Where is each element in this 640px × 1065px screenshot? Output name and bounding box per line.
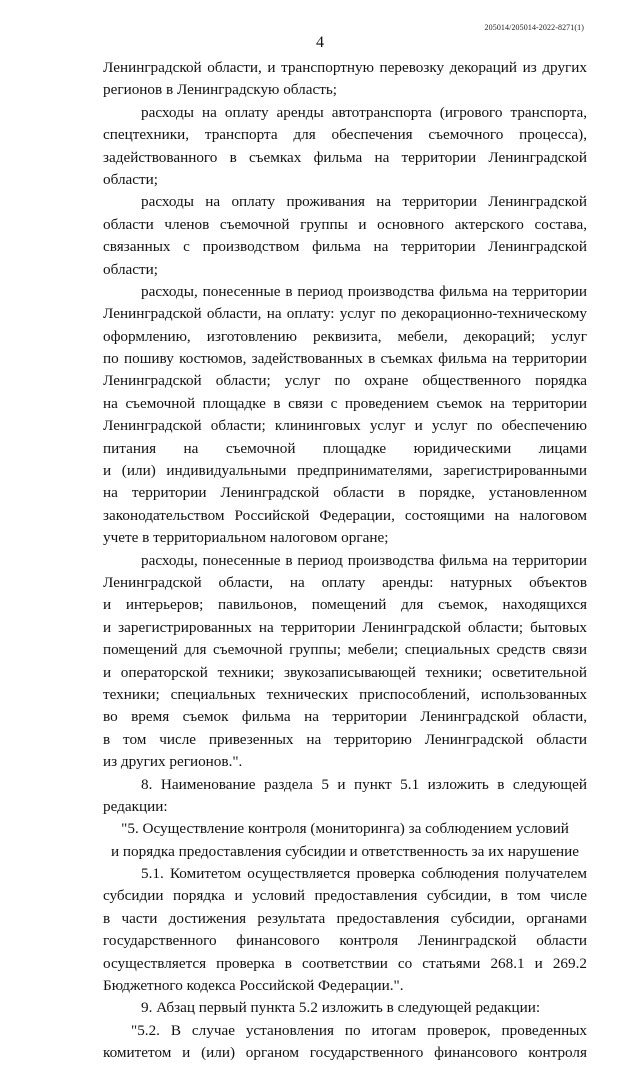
text-line: комитетом и (или) органом государственного финансового контроля [103, 1044, 587, 1062]
text-line: "5.2. В случае установления по итогам проверок, проведенных [131, 1021, 587, 1039]
text-line: области; [103, 170, 158, 188]
text-line: во время съемок фильма на территории Ленинградской области, [103, 708, 587, 726]
text-line: из других регионов.". [103, 753, 243, 771]
text-line: расходы на оплату аренды автотранспорта (игрового транспорта, [141, 103, 587, 121]
text-line: питания на съемочной площадке юридическими лицами [103, 439, 587, 457]
text-line: расходы на оплату проживания на территории Ленинградской [141, 193, 587, 211]
text-line: регионов в Ленинградскую область; [103, 81, 337, 99]
text-line: на территории Ленинградской области в порядке, установленном [103, 484, 587, 502]
text-line: государственного финансового контроля Ленинградской области [103, 932, 587, 950]
text-line: законодательством Российской Федерации, состоящими на налоговом [103, 506, 587, 524]
text-line: Ленинградской области; услуг по охране общественного порядка [103, 372, 587, 390]
text-line: связанных с производством фильма на территории Ленинградской [103, 238, 587, 256]
text-line: спецтехники, транспорта для обеспечения съемочного процесса), [103, 126, 587, 144]
text-line: и порядка предоставления субсидии и ответственность за их нарушение [110, 842, 580, 860]
text-line: субсидии порядка и условий предоставления субсидии, в том числе [103, 887, 587, 905]
text-line: Ленинградской области, на оплату аренды: натурных объектов [103, 573, 587, 591]
text-line: помещений для съемочной группы; мебели; специальных средств связи [103, 641, 587, 659]
text-line: и операторской техники; звукозаписывающей техники; осветительной [103, 663, 587, 681]
text-line: расходы, понесенные в период производства фильма на территории [141, 551, 587, 569]
text-line: "5. Осуществление контроля (мониторинга) за соблюдением условий [121, 820, 569, 838]
text-line: 5.1. Комитетом осуществляется проверка соблюдения получателем [141, 865, 587, 883]
text-line: и (или) индивидуальными предпринимателями, зарегистрированными [103, 462, 587, 480]
text-line: Ленинградской области, на оплату: услуг по декорационно-техническому [103, 305, 587, 323]
page-number: 4 [316, 34, 324, 51]
text-line: осуществляется проверка в соответствии со статьями 268.1 и 269.2 [103, 954, 587, 972]
text-line: Ленинградской области, и транспортную перевозку декораций из других [103, 59, 587, 76]
text-line: и интерьеров; павильонов, помещений для съемок, находящихся [103, 596, 587, 614]
text-line: 8. Наименование раздела 5 и пункт 5.1 изложить в следующей [141, 775, 587, 793]
text-line: 9. Абзац первый пункта 5.2 изложить в следующей редакции: [141, 999, 541, 1017]
text-line: оформлению, изготовлению реквизита, мебели, декораций; услуг [103, 327, 587, 345]
text-line: редакции: [103, 797, 168, 815]
text-line: на съемочной площадке в связи с проведением съемок на территории [103, 394, 587, 412]
text-line: Бюджетного кодекса Российской Федерации.". [103, 977, 404, 995]
text-line: в части достижения результата предоставления субсидии, органами [103, 909, 587, 927]
document-body [103, 57, 587, 1065]
document-id: 205014/205014-2022-8271(1) [484, 23, 584, 32]
text-line: по пошиву костюмов, задействованных в съемках фильма на территории [103, 350, 587, 368]
text-line: Ленинградской области; клининговых услуг и услуг по обеспечению [103, 417, 587, 435]
text-line: и зарегистрированных на территории Ленинградской области; бытовых [103, 618, 587, 636]
text-line: задействованного в съемках фильма на территории Ленинградской [103, 148, 587, 166]
text-line: в том числе привезенных на территорию Ленинградской области [103, 730, 587, 748]
text-line: техники; специальных технических приспособлений, использованных [103, 685, 587, 703]
text-line: расходы, понесенные в период производства фильма на территории [141, 282, 587, 300]
text-line: области членов съемочной группы и основного актерского состава, [103, 215, 587, 233]
text-line: учете в территориальном налоговом органе; [103, 529, 389, 547]
text-line: области; [103, 260, 158, 278]
